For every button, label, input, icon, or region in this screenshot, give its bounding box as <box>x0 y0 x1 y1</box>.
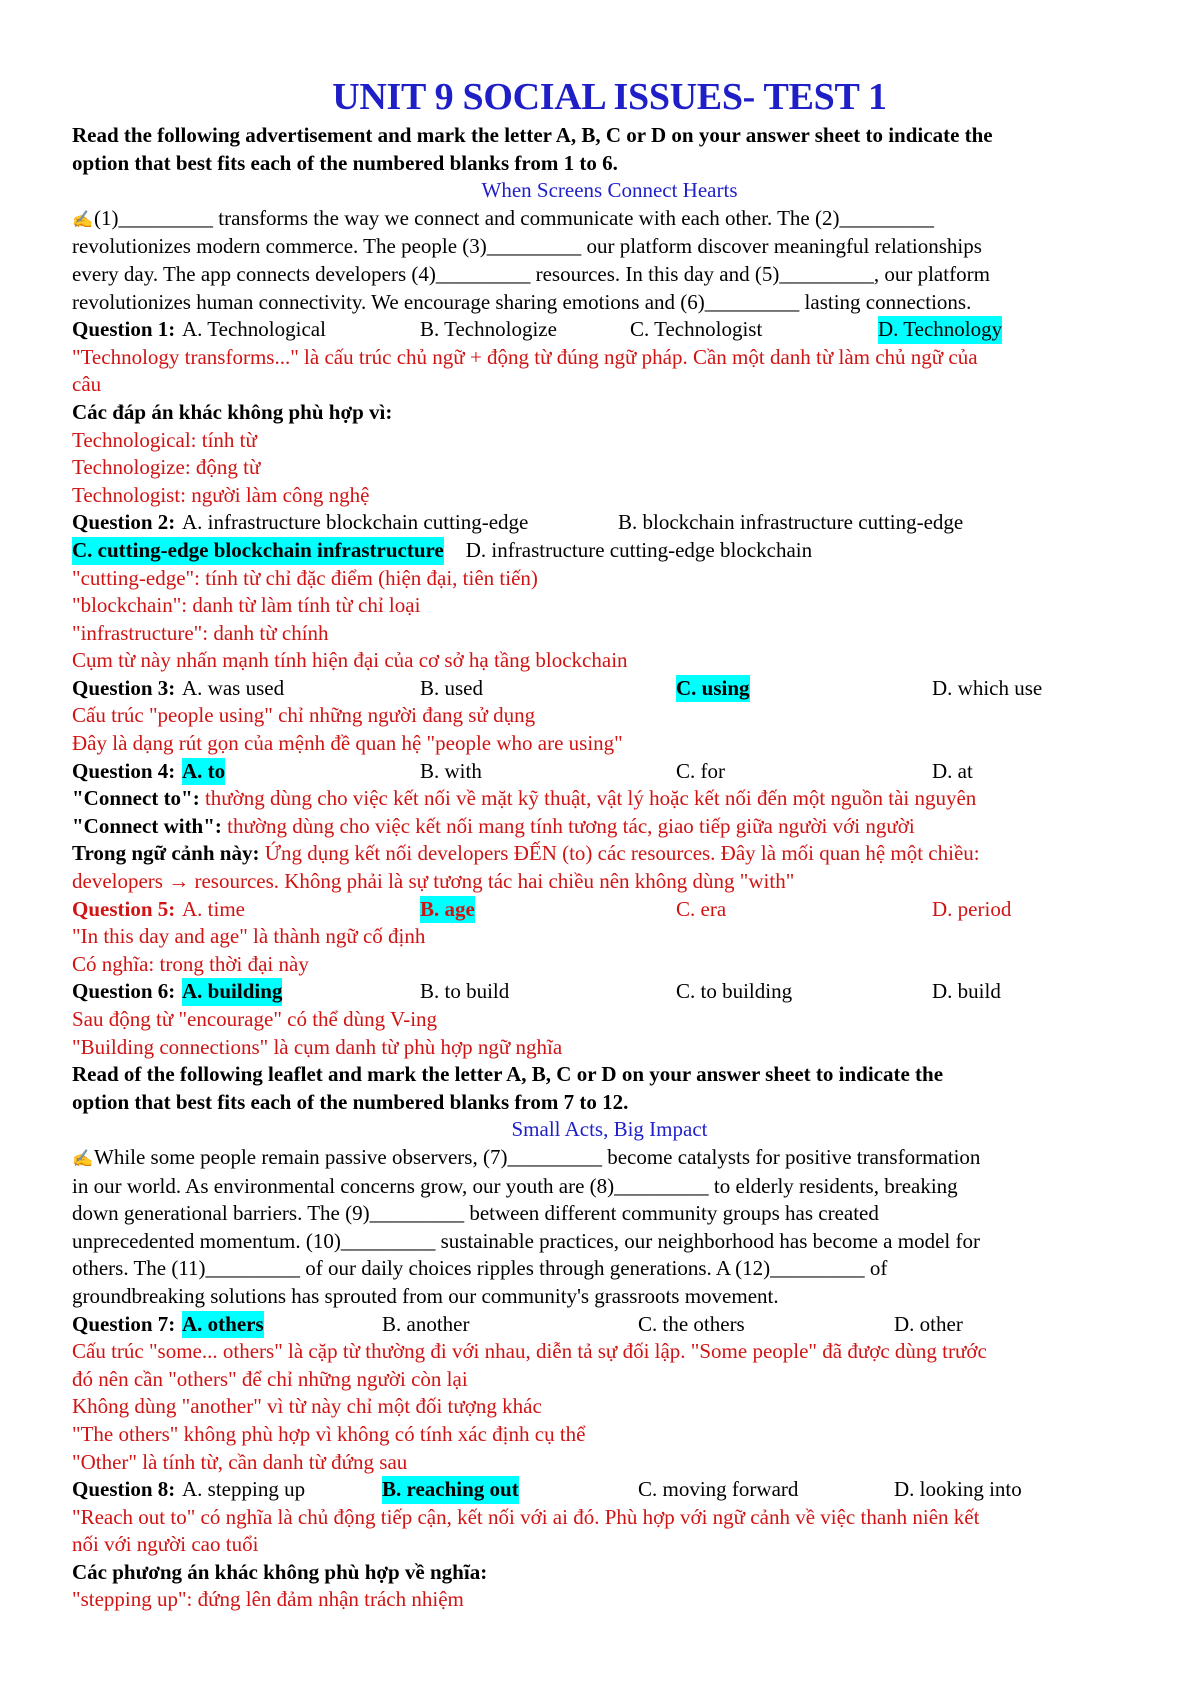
writing-hand-icon: ✍ <box>72 209 94 229</box>
passage-text: (1)_________ transforms the way we connect and communicate with each other. The (2)_________ <box>94 205 934 230</box>
passage-text: While some people remain passive observers, (7)_________ become catalysts for positive transformation <box>94 1144 981 1169</box>
explanation: "The others" không phù hợp vì không có tính xác định cụ thể <box>72 1421 586 1446</box>
instruction-line: option that best fits each of the numbered blanks from 7 to 12. <box>72 1089 629 1114</box>
option-d: D. infrastructure cutting-edge blockchain <box>465 537 813 562</box>
question-row <box>72 758 1147 786</box>
note-text: thường dùng cho việc kết nối mang tính tương tác, giao tiếp giữa người với người <box>221 813 915 838</box>
question-row <box>72 896 1147 924</box>
instruction-line: Read of the following leaflet and mark the letter A, B, C or D on your answer sheet to indicate the <box>72 1062 944 1087</box>
note-term: Trong ngữ cảnh này: <box>72 841 260 866</box>
option-d: D. which use <box>932 675 1043 700</box>
question-row <box>72 1311 1147 1339</box>
option-b-wrapper <box>382 1476 638 1504</box>
explanation: đó nên cần "others" để chỉ những người còn lại <box>72 1366 468 1391</box>
instruction-line: Read the following advertisement and mark the letter A, B, C or D on your answer sheet to indicate the <box>72 123 993 147</box>
instruction-line: option that best fits each of the numbered blanks from 1 to 6. <box>72 150 618 175</box>
option-d-answer: D. Technology <box>878 316 1002 344</box>
option-a: A. infrastructure blockchain cutting-edge <box>182 510 529 535</box>
option-d: D. period <box>932 896 1012 921</box>
option-b: B. to build <box>420 979 510 1004</box>
option-d: D. build <box>932 979 1001 1004</box>
option-c: C. to building <box>676 979 793 1004</box>
option-a: A. stepping up <box>182 1477 306 1502</box>
option-a-wrapper <box>182 1311 382 1339</box>
explanation: "In this day and age" là thành ngữ cố định <box>72 924 426 949</box>
explanation-heading: Các đáp án khác không phù hợp vì: <box>72 399 393 424</box>
passage-line <box>72 1144 1147 1173</box>
explanation: Sau động từ "encourage" có thể dùng V-ing <box>72 1007 438 1031</box>
option-d: D. other <box>894 1311 963 1336</box>
option-c-answer: C. using <box>676 675 750 703</box>
passage-line: others. The (11)_________ of our daily choices ripples through generations. A (12)_________ of <box>72 1256 888 1281</box>
option-c: C. the others <box>638 1311 745 1336</box>
question-row <box>72 509 1147 537</box>
note-text: thường dùng cho việc kết nối về mặt kỹ thuật, vật lý hoặc kết nối đến một nguồn tài nguyên <box>199 786 977 811</box>
passage-heading: When Screens Connect Hearts <box>481 178 738 203</box>
explanation: "Reach out to" có nghĩa là chủ động tiếp cận, kết nối với ai đó. Phù hợp với ngữ cảnh về việc thanh niên kết <box>72 1504 980 1529</box>
explanation: "cutting-edge": tính từ chỉ đặc điểm (hiện đại, tiên tiến) <box>72 565 538 590</box>
question-label: Question 2: <box>72 510 176 535</box>
explanation: câu <box>72 372 102 397</box>
question-label: Question 5: <box>72 896 176 921</box>
passage-line <box>72 205 1147 234</box>
explanation: Cụm từ này nhấn mạnh tính hiện đại của cơ sở hạ tầng blockchain <box>72 648 628 673</box>
page-title: UNIT 9 SOCIAL ISSUES- TEST 1 <box>332 76 887 118</box>
question-row <box>72 1476 1147 1504</box>
explanation: Không dùng "another" vì từ này chỉ một đối tượng khác <box>72 1394 542 1419</box>
explanation: "stepping up": đứng lên đảm nhận trách nhiệm <box>72 1587 464 1612</box>
passage-line: unprecedented momentum. (10)_________ sustainable practices, our neighborhood has become a model for <box>72 1228 980 1253</box>
explanation: Có nghĩa: trong thời đại này <box>72 951 309 976</box>
explanation: Technologize: động từ <box>72 455 261 480</box>
explanation: "blockchain": danh từ làm tính từ chỉ loại <box>72 593 421 618</box>
option-b: B. another <box>382 1311 470 1336</box>
option-d: D. looking into <box>894 1477 1022 1502</box>
passage-line: groundbreaking solutions has sprouted from our community's grassroots movement. <box>72 1283 779 1308</box>
note-term: "Connect with": <box>72 813 222 838</box>
question-row <box>72 675 1147 703</box>
explanation: "Technology transforms..." là cấu trúc chủ ngữ + động từ đúng ngữ pháp. Cần một danh từ làm chủ ngữ của <box>72 344 978 369</box>
question-label: Question 8: <box>72 1477 176 1502</box>
document-page <box>72 72 1147 1614</box>
option-b: B. Technologize <box>420 317 557 342</box>
explanation-note <box>72 785 1147 813</box>
option-a-answer: A. others <box>182 1311 264 1339</box>
explanation: Đây là dạng rút gọn của mệnh đề quan hệ "people who are using" <box>72 731 623 756</box>
passage-line: revolutionizes modern commerce. The people (3)_________ our platform discover meaningful relationships <box>72 234 982 259</box>
option-b-wrapper <box>420 896 676 924</box>
question-label: Question 4: <box>72 758 176 783</box>
explanation: nối với người cao tuổi <box>72 1532 259 1557</box>
passage-heading: Small Acts, Big Impact <box>511 1117 708 1142</box>
option-b-answer: B. reaching out <box>382 1476 519 1504</box>
option-a: A. Technological <box>182 317 326 342</box>
option-a: A. was used <box>182 675 285 700</box>
explanation: Cấu trúc "people using" chỉ những người đang sử dụng <box>72 703 536 728</box>
option-c: C. Technologist <box>630 317 763 342</box>
explanation-note <box>72 840 1147 868</box>
option-b: B. blockchain infrastructure cutting-edge <box>618 510 964 535</box>
writing-hand-icon: ✍ <box>72 1148 94 1168</box>
explanation-heading: Các phương án khác không phù hợp về nghĩa: <box>72 1559 488 1584</box>
note-text: Ứng dụng kết nối developers ĐẾN (to) các resources. Đây là mối quan hệ một chiều: <box>259 841 980 866</box>
option-a-answer: A. to <box>182 758 225 786</box>
passage-line: every day. The app connects developers (4)_________ resources. In this day and (5)_________, our platform <box>72 261 990 286</box>
question-label: Question 6: <box>72 979 176 1004</box>
explanation: "Other" là tính từ, cần danh từ đứng sau <box>72 1449 408 1474</box>
explanation: Technologist: người làm công nghệ <box>72 482 370 507</box>
option-a-wrapper <box>182 758 420 786</box>
option-c-wrapper <box>676 675 932 703</box>
option-a: A. time <box>182 896 245 921</box>
option-c: C. era <box>676 896 727 921</box>
passage-line: revolutionizes human connectivity. We encourage sharing emotions and (6)_________ lasting connections. <box>72 289 972 314</box>
question-row <box>72 978 1147 1006</box>
question-row <box>72 316 1147 344</box>
note-term: "Connect to": <box>72 786 200 811</box>
option-c: C. moving forward <box>638 1477 799 1502</box>
option-c: C. for <box>676 758 725 783</box>
option-a-answer: A. building <box>182 978 282 1006</box>
explanation: "infrastructure": danh từ chính <box>72 620 329 645</box>
question-row <box>72 537 1147 565</box>
option-a-wrapper <box>182 978 420 1006</box>
option-b-answer: B. age <box>420 896 475 924</box>
explanation: Technological: tính từ <box>72 427 257 452</box>
option-b: B. with <box>420 758 482 783</box>
option-c-answer: C. cutting-edge blockchain infrastructure <box>72 537 444 565</box>
option-d: D. at <box>932 758 973 783</box>
question-label: Question 3: <box>72 675 176 700</box>
option-b: B. used <box>420 675 483 700</box>
question-label: Question 1: <box>72 317 176 342</box>
explanation-note <box>72 813 1147 841</box>
explanation: developers → resources. Không phải là sự tương tác hai chiều nên không dùng "with" <box>72 869 795 894</box>
explanation: "Building connections" là cụm danh từ phù hợp ngữ nghĩa <box>72 1034 563 1059</box>
question-label: Question 7: <box>72 1311 176 1336</box>
passage-line: down generational barriers. The (9)_________ between different community groups has created <box>72 1201 879 1226</box>
passage-line: in our world. As environmental concerns grow, our youth are (8)_________ to elderly residents, breaking <box>72 1173 958 1198</box>
explanation: Cấu trúc "some... others" là cặp từ thường đi với nhau, diễn tả sự đối lập. "Some people" đã được dùng trước <box>72 1339 987 1364</box>
